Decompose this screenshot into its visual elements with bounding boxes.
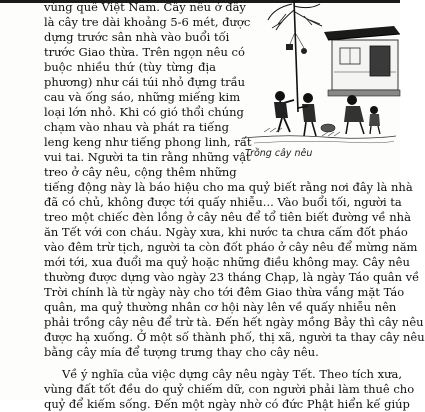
text-line: quỷ để kiếm sống. Đến một ngày nhờ có đức Phật hiển kế giúp bbox=[44, 397, 410, 411]
text-line: vào đêm trừ tịch, người ta còn đốt pháo ở cây nêu để mừng năm bbox=[44, 240, 418, 254]
text-line: Về ý nghĩa của việc dựng cây nêu ngày Tết. Theo tích xưa, bbox=[62, 367, 403, 381]
text-line: loại lớn nhỏ. Khi có gió thổi chúng bbox=[44, 105, 244, 119]
text-line: chạm vào nhau và phát ra tiếng bbox=[44, 120, 229, 134]
text-line: bằng cây mía để tượng trưng thay cho cây nêu. bbox=[44, 345, 319, 359]
text-line: tiếng động này là báo hiệu cho ma quỷ biết rằng nơi đây là nhà bbox=[44, 180, 413, 194]
figure-caption: Trồng cây nêu bbox=[245, 148, 313, 159]
text-line: Trời chính là từ ngày này cho tới đêm Giao thừa vắng mặt Táo bbox=[44, 285, 405, 299]
text-line: mới tới, xua đuổi ma quỷ hoặc những điều không may. Cây nêu bbox=[44, 255, 410, 269]
text-line: quân, ma quỷ thường nhân cơ hội này lên về quấy nhiễu nên bbox=[44, 300, 397, 314]
text-line: là cây tre dài khoảng 5-6 mét, được bbox=[44, 15, 251, 29]
text-line: vùng đất tốt đều do quỷ chiếm dữ, con người phải làm thuê cho bbox=[44, 382, 415, 396]
text-line: đã có chủ, không được tới quấy nhiễu... Vào buổi tối, người ta bbox=[44, 195, 402, 209]
text-line: trước Giao thừa. Trên ngọn nêu có bbox=[44, 45, 245, 59]
text-line: phải trồng cây nêu để trừ tà. Đến hết ngày mồng Bảy thì cây nêu bbox=[44, 315, 424, 329]
text-line: được hạ xuống. Ở một số thành phố, thị xã, người ta thay cây nêu bbox=[44, 330, 425, 344]
text-line: leng keng như tiếng phong linh, rất bbox=[44, 135, 252, 149]
text-line: phương) như cái túi nhỏ đựng trầu bbox=[44, 75, 246, 89]
text-line: buộc nhiều thứ (tùy từng địa bbox=[44, 60, 216, 74]
text-line: cau và ống sáo, những miếng kim bbox=[44, 90, 241, 104]
text-line: treo ở cây nêu, cộng thêm những bbox=[44, 165, 237, 179]
text-line: dựng trước sân nhà vào buổi tối bbox=[44, 30, 230, 44]
text-line: vui tai. Người ta tin rằng những vật bbox=[44, 150, 251, 164]
text-line: vùng quê Việt Nam. Cây nêu ở đây bbox=[44, 0, 246, 14]
text-line: thường được dựng vào ngày 23 tháng Chạp, là ngày Táo quân về bbox=[44, 270, 420, 284]
text-line: ăn Tết với con cháu. Ngày xưa, khi nước ta chưa cấm đốt pháo bbox=[44, 225, 408, 239]
text-line: treo một chiếc đèn lồng ở cây nêu để tổ tiên biết đường về nhà bbox=[44, 210, 411, 224]
